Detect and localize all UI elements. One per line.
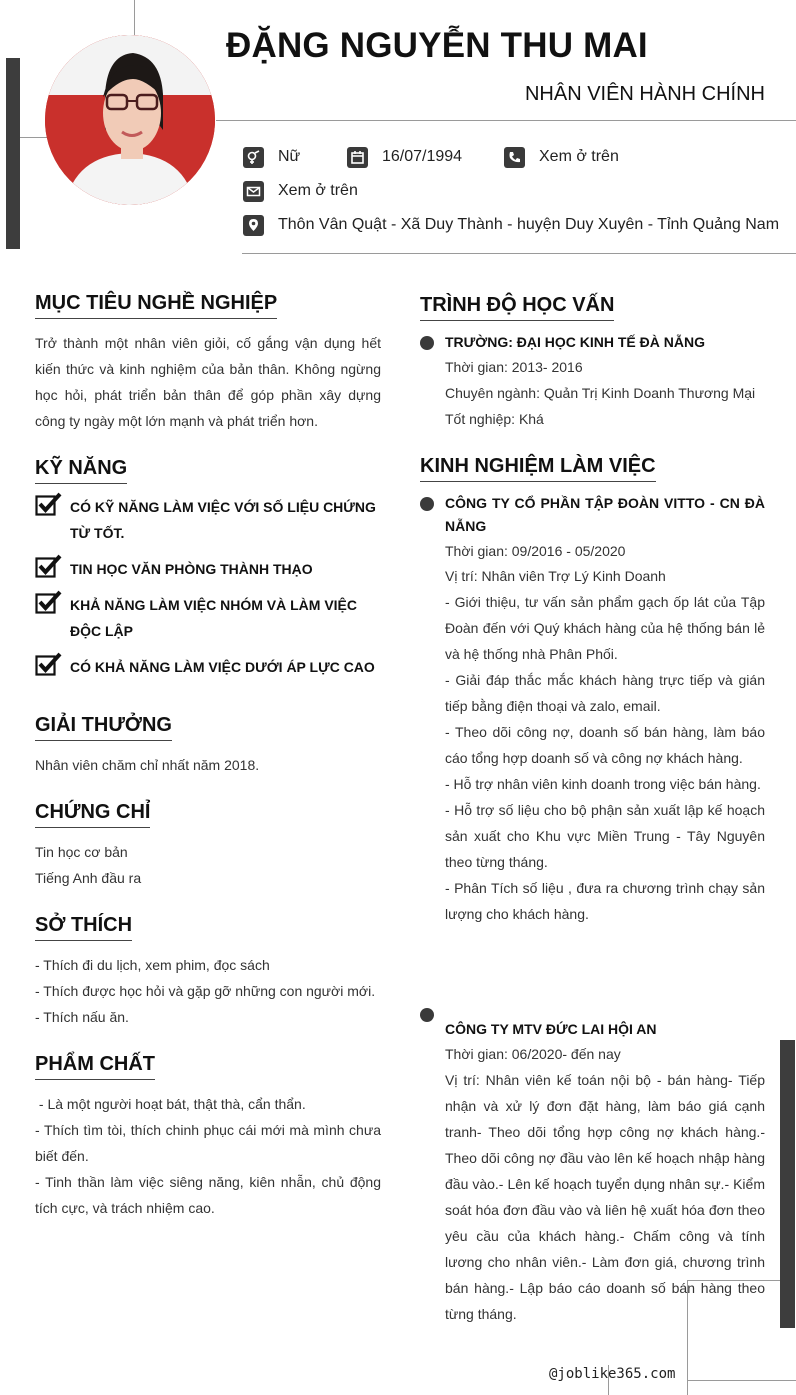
award-line: Nhân viên chăm chỉ nhất năm 2018. [35, 757, 260, 773]
skill-text: CÓ KHẢ NĂNG LÀM VIỆC DƯỚI ÁP LỰC CAO [70, 659, 375, 675]
site-watermark: @joblike365.com [549, 1366, 676, 1382]
email-icon [243, 181, 264, 202]
checkbox-checked-icon [35, 554, 62, 578]
education-entry [445, 331, 765, 432]
experience-heading: KINH NGHIỆM LÀM VIỆC [420, 455, 656, 482]
frame-line-bottom-d [687, 1380, 796, 1381]
job-entry [445, 1018, 765, 1327]
education-grade: Tốt nghiệp: Khá [445, 411, 544, 427]
phone-value: Xem ở trên [539, 148, 619, 165]
skill-text: TIN HỌC VĂN PHÒNG THÀNH THẠO [70, 561, 313, 577]
left-accent-bar [6, 58, 20, 249]
job-detail: Vị trí: Nhân viên kế toán nội bộ - bán hàng- Tiếp nhận và xử lý đơn đặt hàng, làm báo giá cạnh tranh- Theo dõi tổng hợp công nợ khách hàng.- Theo dõi công nợ đầu vào lên kế hoạch nhập hàng đầu vào.- Lên kế hoạch tuyển dụng nhân sự.- Kiểm soát hóa đơn đầu vào và liên hệ xuất hóa đơn theo yêu cầu của khách hàng.- Chấm công và tính lương cho nhân viên.- Làm đơn giá, chương trình bán hàng.- Lập báo cáo doanh số bán hàng theo từng tháng. [445, 1072, 765, 1322]
job-time: Thời gian: 06/2020- đến nay [445, 1046, 621, 1062]
checkbox-checked-icon [35, 492, 62, 516]
job-detail: - Giải đáp thắc mắc khách hàng trực tiếp và gián tiếp bằng điện thoại và zalo, email. [445, 672, 765, 714]
right-accent-bar [780, 1040, 795, 1328]
job-entry [445, 492, 765, 927]
skill-item [35, 494, 381, 546]
skill-text: KHẢ NĂNG LÀM VIỆC NHÓM VÀ LÀM VIỆC ĐỘC LẬP [70, 597, 357, 639]
skill-item [35, 556, 381, 582]
frame-line-top [134, 0, 135, 40]
awards-text [35, 752, 259, 778]
certificates-list [35, 839, 141, 891]
info-divider [242, 253, 796, 254]
school-name: TRƯỜNG: ĐẠI HỌC KINH TẾ ĐÀ NẴNG [445, 334, 705, 350]
qualities-heading: PHẨM CHẤT [35, 1053, 155, 1080]
quality-item: - Là một người hoạt bát, thật thà, cẩn thẩn. [35, 1096, 306, 1112]
birthday-item [347, 147, 504, 168]
qualities-list [35, 1091, 381, 1221]
skill-item [35, 654, 381, 680]
hobby-item: - Thích nấu ăn. [35, 1009, 129, 1025]
checkbox-checked-icon [35, 652, 62, 676]
phone-item [504, 147, 619, 168]
job-time: Thời gian: 09/2016 - 05/2020 [445, 543, 626, 559]
gender-icon [243, 147, 264, 168]
email-item [243, 181, 358, 202]
address-value: Thôn Vân Quật - Xã Duy Thành - huyện Duy Xuyên - Tỉnh Quảng Nam [278, 216, 780, 233]
job-position: NHÂN VIÊN HÀNH CHÍNH [524, 83, 765, 105]
calendar-icon [347, 147, 368, 168]
quality-item: - Tinh thần làm việc siêng năng, kiên nhẫn, chủ động tích cực, và trách nhiệm cao. [35, 1174, 381, 1216]
quality-item: - Thích tìm tòi, thích chinh phục cái mới mà mình chưa biết đến. [35, 1122, 381, 1164]
frame-line-left [20, 137, 48, 138]
objective-text: Trở thành một nhân viên giỏi, cố gắng vận dụng hết kiến thức và kinh nghiệm của bản thân. Không ngừng học hỏi, phát triển bản thân để góp phần xây dựng công ty ngày một lớn mạnh và phát triển hơn. [35, 335, 381, 429]
bullet-dot [420, 336, 434, 350]
location-icon [243, 215, 264, 236]
education-major: Chuyên ngành: Quản Trị Kinh Doanh Thương Mại [445, 385, 756, 401]
job-detail: - Giới thiệu, tư vấn sản phẩm gạch ốp lát của Tập Đoàn đến với Quý khách hàng của hệ thống bán lẻ và hệ thống nhà Phân Phối. [445, 594, 765, 662]
job-role: Vị trí: Nhân viên Trợ Lý Kinh Doanh [445, 568, 666, 584]
address-item [243, 215, 779, 236]
checkbox-checked-icon [35, 590, 62, 614]
certificate-item: Tiếng Anh đầu ra [35, 870, 142, 886]
bullet-dot [420, 497, 434, 511]
header-divider [216, 120, 796, 121]
avatar [45, 35, 215, 205]
gender-item [243, 147, 347, 168]
phone-icon [504, 147, 525, 168]
candidate-name: ĐẶNG NGUYỄN THU MAI [226, 26, 648, 65]
hobbies-list [35, 952, 375, 1030]
company-name: CÔNG TY CỔ PHẦN TẬP ĐOÀN VITTO - CN ĐÀ NẴNG [445, 495, 765, 534]
birthday-value: 16/07/1994 [382, 148, 463, 165]
skill-text: CÓ KỸ NĂNG LÀM VIỆC VỚI SỐ LIỆU CHỨNG TỪ TỐT. [70, 499, 376, 541]
email-value: Xem ở trên [278, 182, 358, 199]
info-row-1 [243, 145, 619, 169]
objective-heading: MỤC TIÊU NGHỀ NGHIỆP [35, 292, 277, 319]
job-detail: - Phân Tích số liệu , đưa ra chương trình chạy sản lượng cho khách hàng. [445, 880, 765, 922]
hobby-item: - Thích đi du lịch, xem phim, đọc sách [35, 957, 270, 973]
awards-heading: GIẢI THƯỞNG [35, 714, 172, 741]
skills-heading: KỸ NĂNG [35, 457, 127, 484]
certificates-heading: CHỨNG CHỈ [35, 801, 150, 828]
skill-item [35, 592, 381, 644]
job-detail: - Hỗ trợ số liệu cho bộ phận sản xuất lập kế hoạch sản xuất cho Khu vực Miền Trung - Tây Nguyên theo từng tháng. [445, 802, 765, 870]
job-detail: - Theo dõi công nợ, doanh số bán hàng, làm báo cáo tổng hợp doanh số và công nợ khách hàng. [445, 724, 765, 766]
job-detail: - Hỗ trợ nhân viên kinh doanh trong việc bán hàng. [445, 776, 761, 792]
hobby-item: - Thích được học hỏi và gặp gỡ những con người mới. [35, 983, 376, 999]
education-time: Thời gian: 2013- 2016 [445, 359, 583, 375]
hobbies-heading: SỞ THÍCH [35, 914, 132, 941]
gender-value: Nữ [278, 148, 301, 165]
bullet-dot [420, 1008, 434, 1022]
info-row-2 [243, 179, 358, 203]
company-name: CÔNG TY MTV ĐỨC LAI HỘI AN [445, 1021, 657, 1037]
certificate-item: Tin học cơ bản [35, 844, 128, 860]
info-row-3 [243, 213, 779, 237]
education-heading: TRÌNH ĐỘ HỌC VẤN [420, 294, 614, 321]
